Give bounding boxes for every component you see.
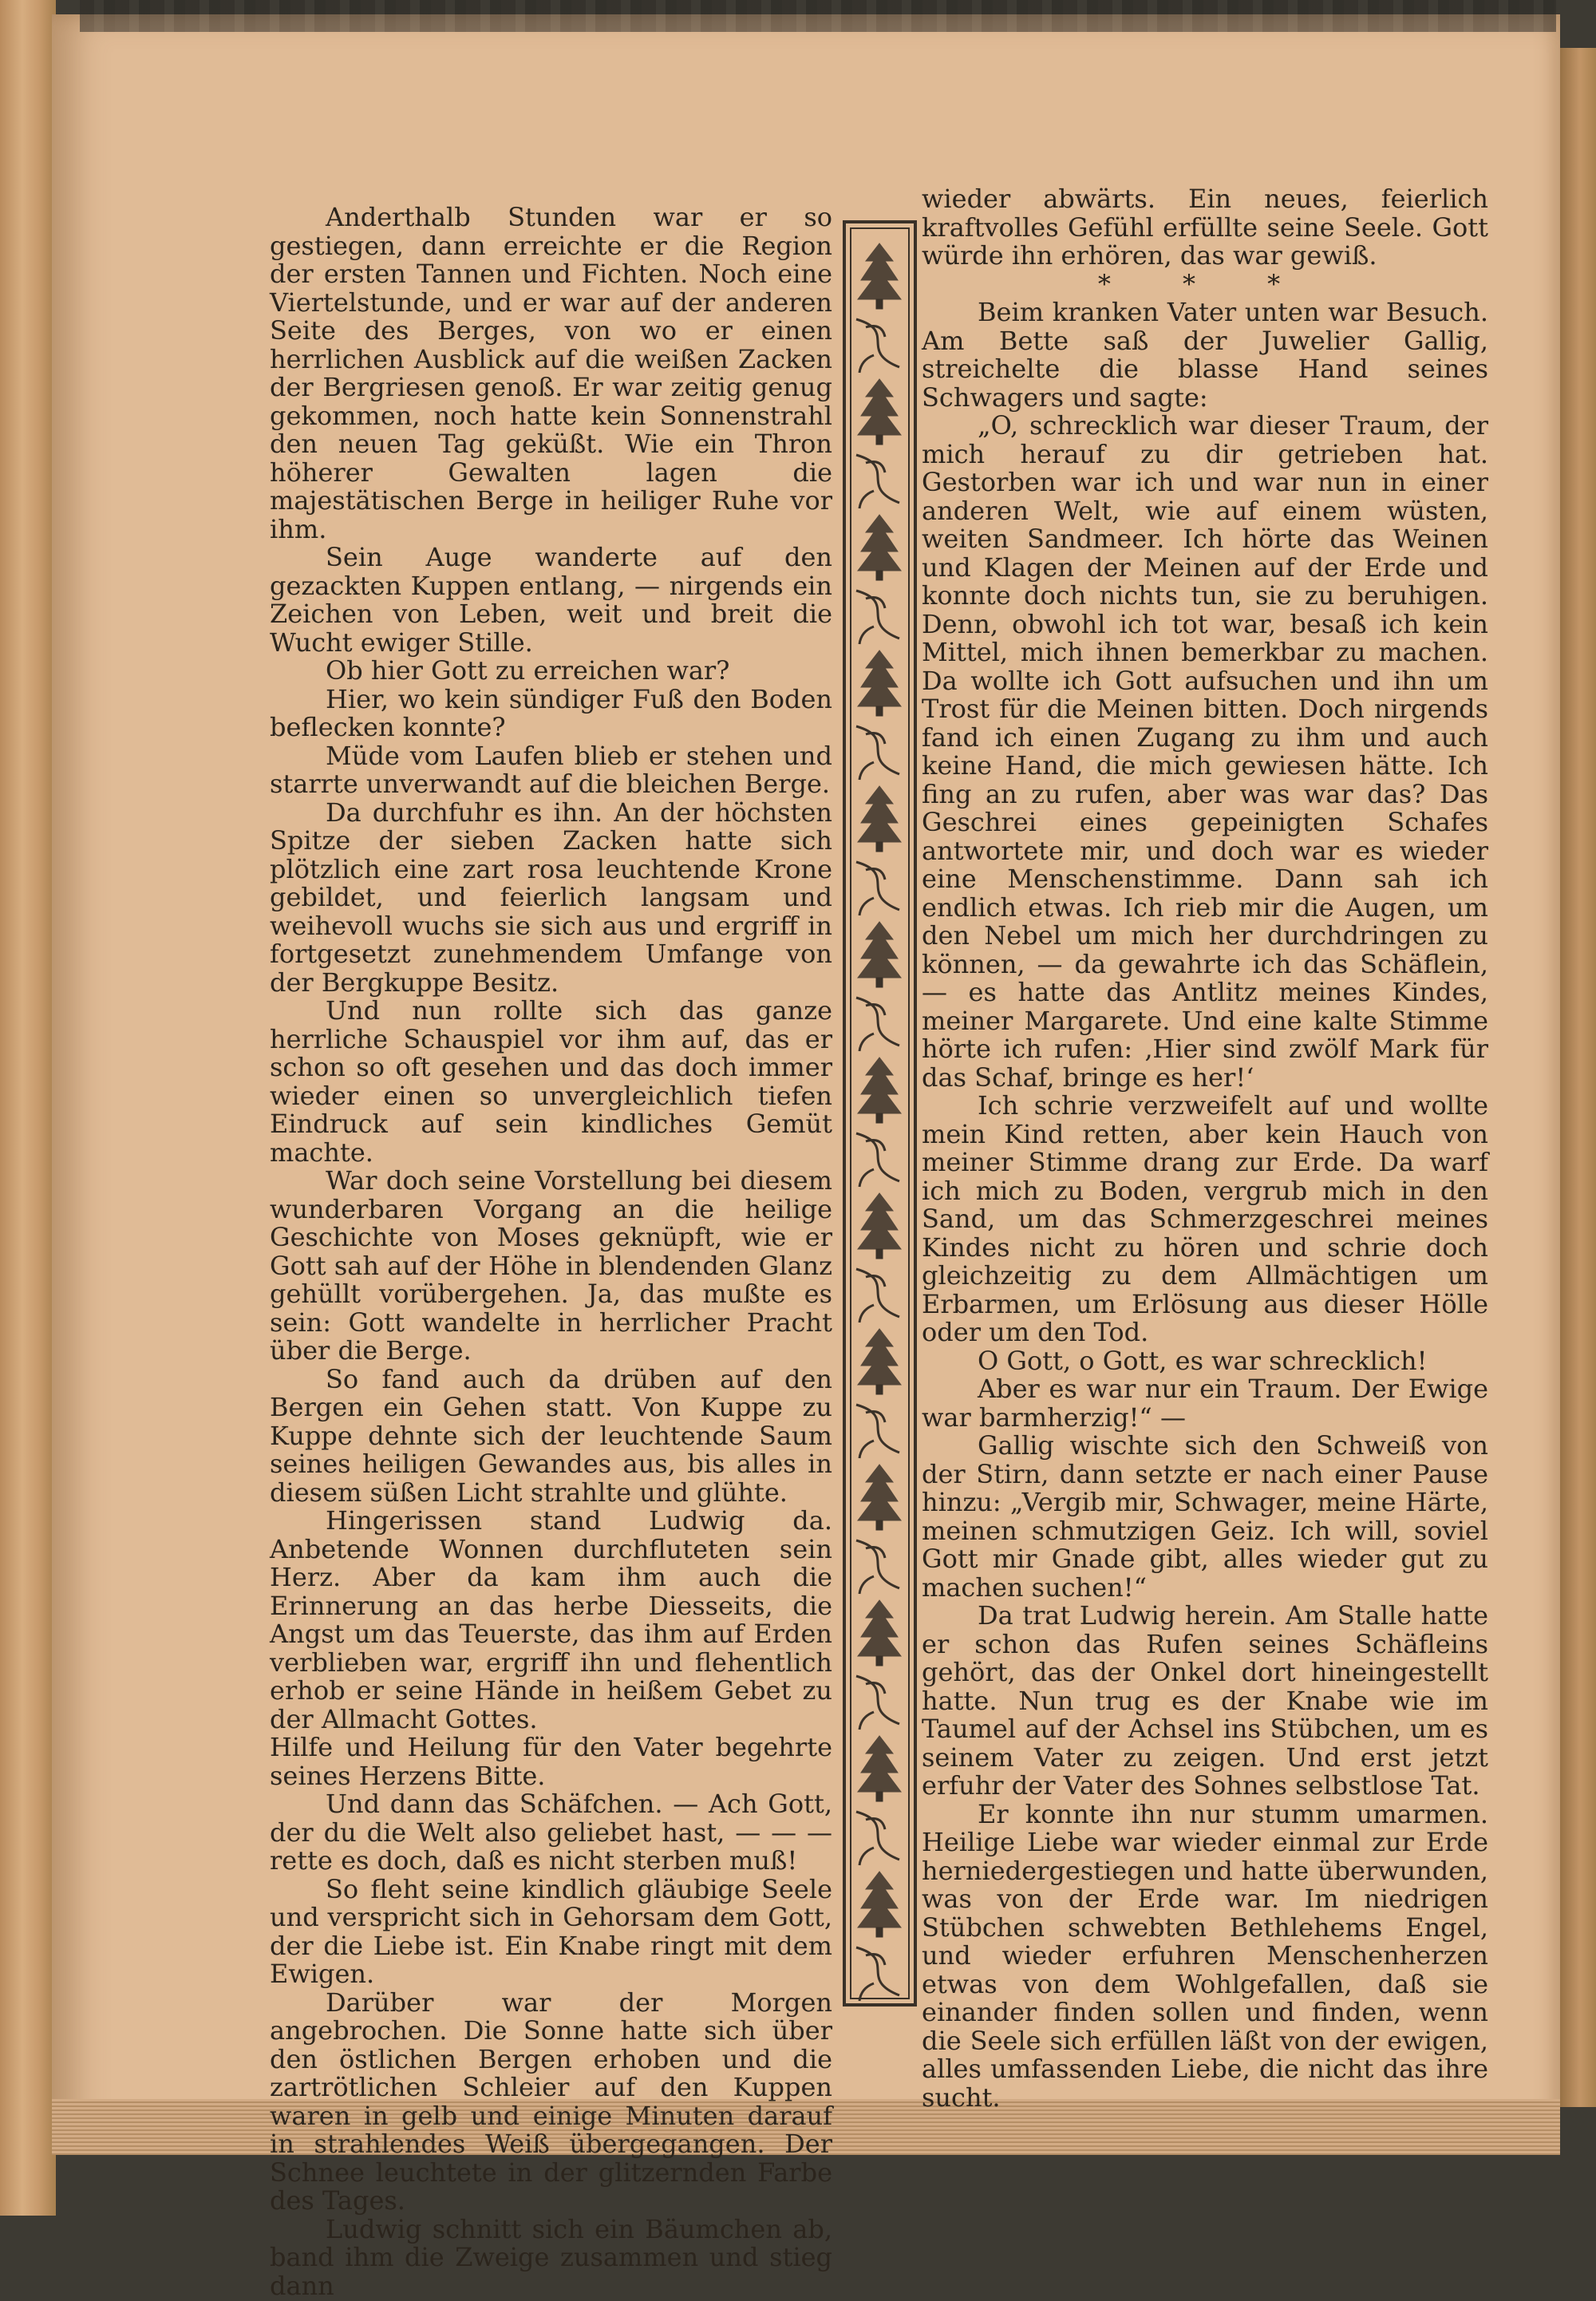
paragraph: Hilfe und Heilung für den Vater begehrte seines Herzens Bitte. bbox=[270, 1732, 832, 1791]
section-separator: * * * bbox=[1097, 268, 1313, 299]
right-text-column bbox=[922, 185, 1488, 2112]
paragraph: Sein Auge wanderte auf den gezackten Kuppen entlang, — nirgends ein Zeichen von Leben, weit und breit die Wucht ewiger Stille. bbox=[270, 542, 832, 658]
paragraph: Anderthalb Stunden war er so gestiegen, dann erreichte er die Region der ersten Tannen und Fichten. Noch eine Viertelstunde, und er war auf der anderen Seite des Berges, von wo er einen herrlichen Ausblick auf die weißen Zacken der Bergriesen genoß. Er war zeitig genug gekommen, noch hatte kein Sonnenstrahl den neuen Tag geküßt. Wie ein Thron höherer Gewalten lagen die majestätischen Berge in heiliger Ruhe vor ihm. bbox=[270, 202, 832, 544]
paragraph: War doch seine Vorstellung bei diesem wunderbaren Vorgang an die heilige Geschichte von Moses geknüpft, wie er Gott sah auf der Höhe in blendenden Glanz gehüllt vorübergehen. Ja, das mußte es sein: Gott wandelte in herrlicher Pracht über die Berge. bbox=[270, 1165, 832, 1366]
paragraph: Beim kranken Vater unten war Besuch. Am Bette saß der Juwelier Gallig, streichelte die blasse Hand seines Schwagers und sagte: bbox=[922, 297, 1488, 413]
paragraph: wieder abwärts. Ein neues, feierlich kraftvolles Gefühl erfüllte seine Seele. Gott würde ihn erhören, das war gewiß. bbox=[922, 184, 1488, 271]
paragraph: Darüber war der Morgen angebrochen. Die Sonne hatte sich über den östlichen Bergen erhoben und die zartrötlichen Schleier auf den Kuppen waren in gelb und einige Minuten darauf in strahlendes Weiß übergegangen. Der Schnee leuchtete in der glitzernden Farbe des Tages. bbox=[270, 1987, 832, 2216]
paragraph: So fand auch da drüben auf den Bergen ein Gehen statt. Von Kuppe zu Kuppe dehnte sich der leuchtende Saum seines heiligen Gewandes aus, bis alles in diesem süßen Licht strahlte und glühte. bbox=[270, 1363, 832, 1508]
paragraph: Müde vom Laufen blieb er stehen und starrte unverwandt auf die bleichen Berge. bbox=[270, 740, 832, 799]
paragraph: Hier, wo kein sündiger Fuß den Boden beflecken konnte? bbox=[270, 683, 832, 742]
paragraph: So fleht seine kindlich gläubige Seele und verspricht sich in Gehorsam dem Gott, der die Liebe ist. Ein Knabe ringt mit dem Ewigen. bbox=[270, 1873, 832, 1989]
paragraph: Ludwig schnitt sich ein Bäumchen ab, band ihm die Zweige zusammen und stieg dann bbox=[270, 2213, 832, 2301]
paragraph: Da durchfuhr es ihn. An der höchsten Spitze der sieben Zacken hatte sich plötzlich eine zart rosa leuchtende Krone gebildet, und feierlich langsam und weihevoll wuchs sie sich aus und ergriff in fortgesetzt zunehmendem Umfange von der Bergkuppe Besitz. bbox=[270, 797, 832, 998]
next-page-edge bbox=[1556, 48, 1596, 2107]
paragraph: Und nun rollte sich das ganze herrliche Schauspiel vor ihm auf, das er schon so oft gesehen und das doch immer wieder einen so unvergleichlich tiefen Eindruck auf sein kindliches Gemüt machte. bbox=[270, 995, 832, 1168]
paragraph: Hingerissen stand Ludwig da. Anbetende Wonnen durchfluteten sein Herz. Aber da kam ihm auch die Erinnerung an das herbe Diesseits, die Angst um das Teuerste, das ihm auf Erden verblieben war, ergriff ihn und flehentlich erhob er seine Hände in heißem Gebet zu der Allmacht Gottes. bbox=[270, 1505, 832, 1734]
torn-top-edge bbox=[80, 0, 1556, 32]
paragraph: O Gott, o Gott, es war schrecklich! bbox=[978, 1345, 1428, 1376]
paragraph: Aber es war nur ein Traum. Der Ewige war barmherzig!“ — bbox=[922, 1374, 1488, 1433]
paragraph: Und dann das Schäfchen. — Ach Gott, der du die Welt also geliebet hast, — — — rette es doch, daß es nicht sterben muß! bbox=[270, 1789, 832, 1876]
paragraph: „O, schrecklich war dieser Traum, der mich herauf zu dir getrieben hat. Gestorben war ich und war nun in einer anderen Welt, wie auf einem wüsten, weiten Sandmeer. Ich hörte das Weinen und Klagen der Meinen auf der Erde und konnte doch nichts tun, sie zu beruhigen. Denn, obwohl ich tot war, besaß ich kein Mittel, mich ihnen bemerkbar zu machen. Da wollte ich Gott aufsuchen und ihn um Trost für die Meinen bitten. Doch nirgends fand ich einen Zugang zu ihm und auch keine Hand, die mich gewiesen hätte. Ich fing an zu rufen, aber was war das? Das Geschrei eines gepeinigten Schafes antwortete mir, und doch war es wieder eine Menschenstimme. Dann sah ich endlich etwas. Ich rieb mir die Augen, um den Nebel um mich her durchdringen zu können, — da gewahrte ich das Schäflein, — es hatte das Antlitz meines Kindes, meiner Margarete. Und eine kalte Stimme hörte ich rufen: ‚Hier sind zwölf Mark für das Schaf, bringe es her!‘ bbox=[922, 410, 1488, 1093]
paragraph: Da trat Ludwig herein. Am Stalle hatte er schon das Rufen seines Schäfleins gehört, das der Onkel dort hineingestellt hatte. Nun trug es der Knabe wie im Taumel auf der Achsel ins Stübchen, um es seinem Vater zu zeigen. Und erst jetzt erfuhr der Vater des Sohnes selbstlose Tat. bbox=[922, 1600, 1488, 1801]
paragraph: Ich schrie verzweifelt auf und wollte mein Kind retten, aber kein Hauch von meiner Stimme drang zur Erde. Da warf ich mich zu Boden, vergrub mich in den Sand, um das Schmerzgeschrei meines Kindes nicht zu hören und schrie doch gleichzeitig zu dem Allmächtigen um Erbarmen, um Erlösung aus dieser Hölle oder um den Tod. bbox=[922, 1090, 1488, 1347]
tree-vine-border-icon bbox=[842, 219, 918, 2007]
left-text-column bbox=[270, 204, 832, 2300]
paragraph: Er konnte ihn nur stumm umarmen. Heilige Liebe war wieder einmal zur Erde herniedergestiegen und hatte überwunden, was von der Erde war. Im niedrigen Stübchen schwebten Bethlehems Engel, und wieder erfuhren Menschenherzen etwas von dem Wohlgefallen, daß sie einander finden sollen und finden, wenn die Seele sich erfüllen läßt von der ewigen, alles umfassenden Liebe, die nicht das ihre sucht. bbox=[922, 1798, 1488, 2113]
book-spine-edge bbox=[0, 0, 56, 2216]
paragraph: Ob hier Gott zu erreichen war? bbox=[326, 655, 730, 686]
paragraph: Gallig wischte sich den Schweiß von der Stirn, dann setzte er nach einer Pause hinzu: „Vergib mir, Schwager, meine Härte, meinen schmutzigen Geiz. Ich will, soviel Gott mir Gnade gibt, alles wieder gut zu machen suchen!“ bbox=[922, 1430, 1488, 1603]
